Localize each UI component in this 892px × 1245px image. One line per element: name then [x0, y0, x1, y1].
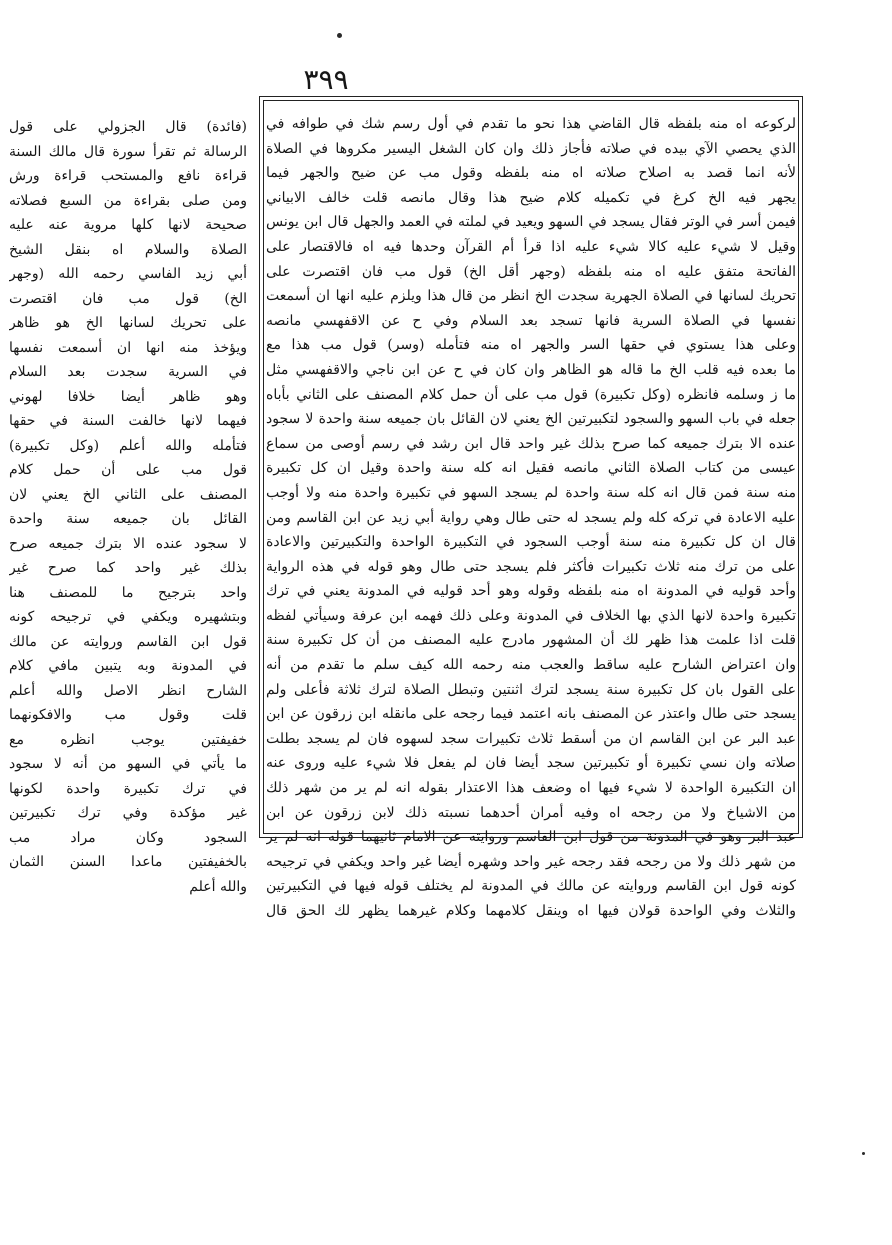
margin-line: لا سجود عنده الا بترك جميعه صرح [9, 535, 247, 552]
text-line: لركوعه اه منه بلفظه قال القاضي هذا نحو ما تقدم في أول رسم شك في طوافه في [266, 116, 796, 132]
margin-line: الرسالة ثم تقرأ سورة قال مالك السنة [9, 143, 247, 160]
margin-line: ومن صلى بقراءة من السبع فصلاته [9, 192, 247, 209]
text-line: وعلى هذا يستوي في حقها السر والجهر اه منه فتأمله (وسر) قول مب هذا مع [266, 337, 796, 354]
margin-line: فتأمله والله أعلم (وكل تكبيرة) [9, 437, 247, 454]
margin-line: الخ) قول مب فان اقتصرت [9, 290, 247, 307]
text-line: جعله في باب السهو والسجود لتكبيرتين الخ يعني لان القائل بان جميعه سنة واحدة لا سجود [266, 411, 796, 428]
text-line: والثلاث وفي الواحدة قولان فيها اه وينقل كلامهما وكلام غيرهما يظهر لك الحق قال [266, 903, 796, 919]
margin-gloss-block [9, 115, 247, 899]
text-line: عيسى من كتاب الصلاة الثاني مانصه فقيل انه كله سنة واحدة وقيل ان كل تكبيرة [266, 460, 796, 477]
text-line: الذي يحصي الآي بيده في صلاته فأجاز ذلك وان كان الشغل اليسير مكروها في الصلاة [266, 140, 796, 157]
text-line: قال ان كل تكبيرة منه سنة أوجب السجود في التكبيرة الواحدة والتكبيرتين والاعادة [266, 534, 796, 551]
margin-line: قول مب على أن حمل كلام [9, 462, 247, 478]
text-line: كونه قول ابن القاسم وروايته عن مالك في المدونة لم يختلف قوله فيها في التكبيرتين [266, 878, 796, 895]
margin-line: وهو ظاهر أيضا خلافا لهوني [9, 388, 247, 405]
margin-line: خفيفتين يوجب انظره مع [9, 731, 247, 748]
text-line: منه سنة فمن قال انه كله سنة واحدة لم يسجد السهو في تكبيرة واحدة منه ولا أوجب [266, 484, 796, 501]
margin-line: قول ابن القاسم وروايته عن مالك [9, 633, 247, 650]
text-line: على القول بان كل تكبيرة سنة يسجد لترك اثنتين وتبطل الصلاة لترك ثلاثة فأعلى ولم [266, 681, 796, 698]
margin-line: صحيحة لانها كلها مروية عنه عليه [9, 217, 247, 233]
margin-line: (فائدة) قال الجزولي على قول [9, 119, 247, 135]
margin-line: قلت وقول مب والافكونهما [9, 707, 247, 723]
text-line: ما بعده فيه قلب الخ ما قاله هو الظاهر وان كان في ح عن ابن ناجي والاقفهسي مثل [266, 361, 796, 378]
text-line: عبد البر وهو في المدونة من قول ابن القاسم وروايته عن الامام ثانيهما قوله انه لم ير [266, 829, 796, 846]
margin-line: السجود وكان مراد مب [9, 829, 247, 846]
margin-line: أبي زيد الفاسي رحمه الله (وجهر [9, 266, 247, 282]
margin-line: على تحريك لسانها الخ هو ظاهر [9, 315, 247, 331]
text-line: وقيل لا شيء عليه كالا شيء عليه اذا قرأ أم القرآن وحدها فيه اه فالاقتصار على [266, 238, 796, 255]
text-line: تحريك لسانها في الصلاة الجهرية سجدت الخ انظر من قال هذا ويلزم عليه انها ان أسمعت [266, 288, 796, 305]
text-line: عليه الاعادة في تركه كله ولم يسجد له حتى طال وهي رواية أبي زيد عن ابن القاسم ومن [266, 509, 796, 526]
text-line: فيمن أسر في الوتر فقال يسجد في السهو ويعيد في لملته في العمد والجهل قال ابن يونس [266, 214, 796, 231]
margin-line: قراءة نافع والمستحب قراءة ورش [9, 168, 247, 184]
margin-line: في ترك تكبيرة واحدة لكونها [9, 780, 247, 797]
page-number: ٣٩٩ [303, 63, 349, 96]
text-line: قلت اذا علمت هذا ظهر لك أن المشهور مادرج عليه المصنف من أن كل تكبيرة سنة [266, 632, 796, 649]
text-line: ما ز وسلمه فانظره (وكل تكبيرة) قول مب على أن حمل كلام المصنف على الثاني بأباه [266, 386, 796, 403]
text-line: على من ترك منه ثلاث تكبيرات فأكثر فلم يسجد حتى طال وهو قوله في هذه الرواية [266, 558, 796, 575]
text-line: من الاشياخ ولا من رجحه اه وفيه أمران أحدهما نسبته ذلك لابن زرقون عن ابن [266, 804, 796, 821]
text-line: الفاتحة متفق عليه اه منه بلفظه (وجهر أقل الخ) قول مب فان اقتصرت على [266, 263, 796, 280]
text-line: وأحد قوليه في المدونة اه منه بلفظه وقوله وهو أحد قوليه في المدونة يعني في ترك [266, 583, 796, 600]
margin-line: في السرية سجدت بعد السلام [9, 364, 247, 380]
margin-line: الصلاة والسلام اه بنقل الشيخ [9, 241, 247, 258]
text-line: يجهر فيه الخ كرغ في تكميله كلام ضيح هذا وقال مانصه قلت خالف الابياني [266, 189, 796, 206]
margin-line: القائل بان جميعه سنة واحدة [9, 511, 247, 527]
margin-line: بالخفيفتين ماعدا السنن الثمان [9, 854, 247, 870]
margin-line: بذلك غير واحد كما صرح غير [9, 560, 247, 576]
margin-line: فيهما لانها خالفت السنة في حقها [9, 413, 247, 429]
main-text-block [266, 112, 796, 924]
margin-line: غير مؤكدة وفي ترك تكبيرتين [9, 805, 247, 821]
text-line: وان اعتراض الشارح عليه ساقط والعجب منه رحمه الله كيف سلم ما تقدم من أنه [266, 657, 796, 674]
page-dot [862, 1152, 865, 1155]
margin-line: الشارح انظر الاصل والله أعلم [9, 682, 247, 699]
text-line: عنده الا بترك جميعه كما صرح بذلك غير واحد قال ابن رشد في رسم أوصى من سماع [266, 435, 796, 452]
text-line: يسجد حتى طال واعتذر عن المصنف بانه اعتمد فيما رجحه على مانقله ابن زرقون عن ابن [266, 706, 796, 723]
margin-line: ويؤخذ منه انها ان أسمعت نفسها [9, 339, 247, 356]
margin-line: واحد بترجيح ما للمصنف هنا [9, 584, 247, 601]
margin-line: المصنف على الثاني الخ يعني لان [9, 486, 247, 503]
margin-line: وبتشهيره ويكفي في ترجيحه كونه [9, 609, 247, 625]
page-dot [337, 33, 342, 38]
text-line: ان التكبيرة الواحدة لا شيء فيها اه وضعف هذا الاعتذار بقوله انه لم ير من شهر ذلك [266, 780, 796, 797]
text-line: عبد البر عن ابن القاسم ان من أسقط ثلاث تكبيرات سجد لسهوه فان لم يسجد بطلت [266, 730, 796, 747]
text-line: نفسها في الصلاة السرية فانها تسجد بعد السلام وفي ح عن الاقفهسي مانصه [266, 312, 796, 329]
text-line: من شهر ذلك ولا من رجحه فقد رجحه غير واحد وشهره أيضا غير واحد ويكفي في ترجيحه [266, 853, 796, 870]
margin-line: والله أعلم [189, 878, 247, 895]
margin-line: في المدونة وبه يتبين مافي كلام [9, 658, 247, 674]
text-line: لأنه انما قصد به اصلاح صلاته اه منه بلفظه وقول مب عن ضيح والجهر فيما [266, 165, 796, 182]
text-line: صلاته وان نسي تكبيرة أو تكبيرتين سجد أيضا فان لم يفعل فلا شيء عليه وروى عنه [266, 755, 796, 772]
margin-line: ما يأتي في السهو من أنه لا سجود [9, 756, 247, 772]
text-line: تكبيرة واحدة لانها الذي بها الخلاف في المدونة وعلى ذلك فهمه ابن عرفة وسيأتي لفظه [266, 607, 796, 624]
